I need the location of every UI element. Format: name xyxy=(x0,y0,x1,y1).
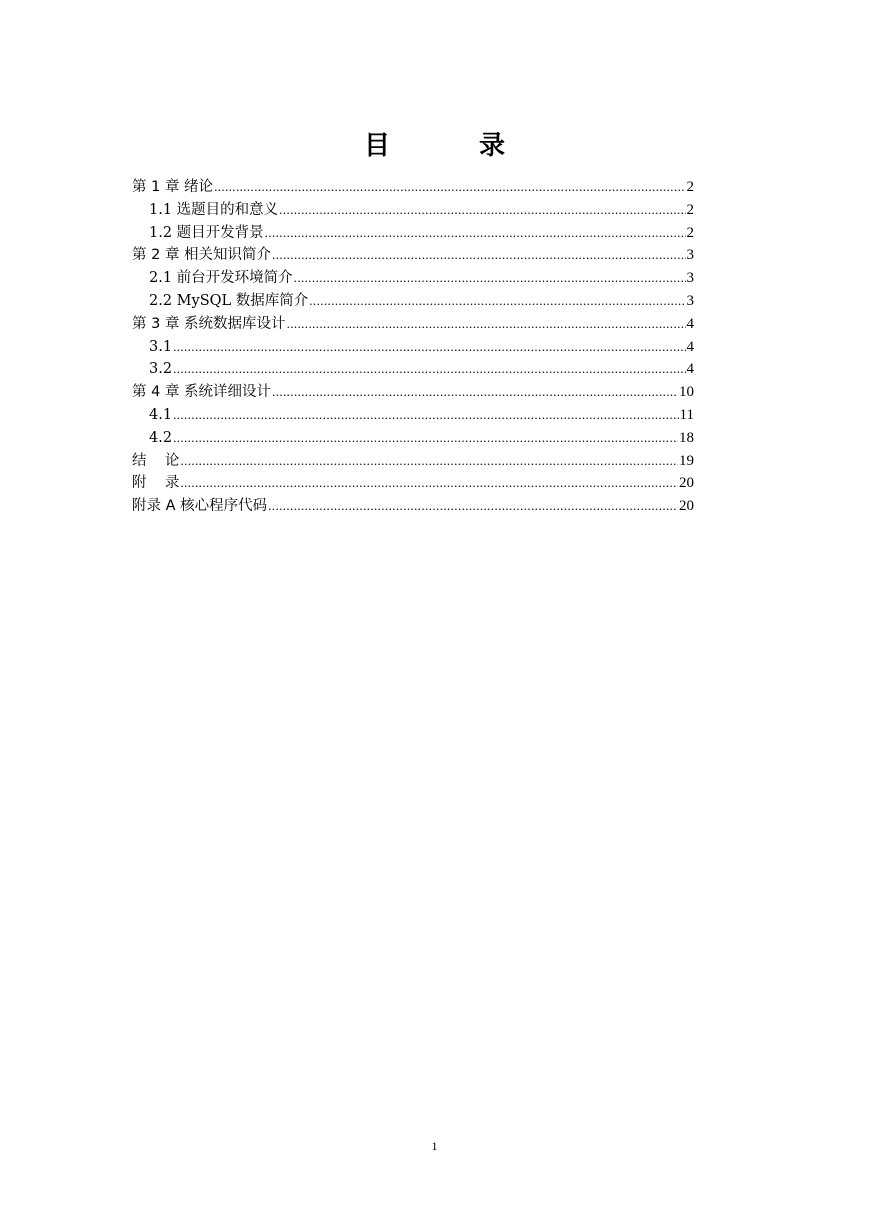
toc-entry-label: 4.2 xyxy=(149,429,173,446)
toc-leader-dots xyxy=(268,495,678,518)
toc-leader-dots xyxy=(173,358,685,381)
table-of-contents xyxy=(132,176,694,518)
toc-entry-label: 附录 A 核心程序代码 xyxy=(132,498,268,515)
toc-leader-dots xyxy=(294,267,686,290)
toc-entry-label: 4.1 xyxy=(149,406,173,423)
toc-entry-label: 1.2 题目开发背景 xyxy=(149,224,264,241)
toc-entry-1-1[interactable] xyxy=(132,199,694,222)
toc-entry-appendix[interactable] xyxy=(132,472,694,495)
toc-entry-page: 4 xyxy=(686,361,694,378)
toc-entry-page: 4 xyxy=(686,338,694,355)
footer-page-number: 1 xyxy=(431,1139,438,1153)
toc-entry-page: 3 xyxy=(686,292,694,309)
toc-entry-chapter-2[interactable] xyxy=(132,244,694,267)
toc-entry-4-2[interactable] xyxy=(132,427,694,450)
toc-leader-dots xyxy=(180,450,678,473)
toc-leader-dots xyxy=(173,427,678,450)
toc-entry-chapter-1[interactable] xyxy=(132,176,694,199)
toc-entry-page: 11 xyxy=(679,406,694,423)
toc-leader-dots xyxy=(173,336,685,359)
toc-leader-dots xyxy=(180,472,678,495)
toc-entry-page: 4 xyxy=(686,315,694,332)
toc-entry-2-2[interactable] xyxy=(132,290,694,313)
toc-entry-page: 2 xyxy=(686,179,694,195)
toc-entry-1-2[interactable] xyxy=(132,222,694,245)
toc-entry-label: 第 4 章 系统详细设计 xyxy=(132,384,272,401)
toc-entry-page: 2 xyxy=(686,201,694,218)
toc-entry-appendix-a[interactable] xyxy=(132,495,694,518)
toc-entry-page: 2 xyxy=(686,224,694,241)
toc-entry-label: 3.2 xyxy=(149,361,173,378)
toc-entry-chapter-4[interactable] xyxy=(132,381,694,404)
toc-entry-label: 第 1 章 绪论 xyxy=(132,179,214,195)
toc-leader-dots xyxy=(265,222,686,245)
toc-entry-3-1[interactable] xyxy=(132,336,694,359)
toc-entry-page: 20 xyxy=(679,498,694,515)
toc-entry-page: 10 xyxy=(679,384,694,401)
toc-leader-dots xyxy=(272,381,678,404)
toc-leader-dots xyxy=(272,244,685,267)
toc-entry-2-1[interactable] xyxy=(132,267,694,290)
toc-entry-3-2[interactable] xyxy=(132,358,694,381)
toc-entry-label: 1.1 选题目的和意义 xyxy=(149,201,279,218)
toc-leader-dots xyxy=(214,176,685,199)
toc-leader-dots xyxy=(309,290,685,313)
toc-entry-page: 3 xyxy=(686,247,694,264)
toc-entry-chapter-3[interactable] xyxy=(132,313,694,336)
toc-leader-dots xyxy=(287,313,686,336)
toc-leader-dots xyxy=(173,404,678,427)
toc-entry-page: 19 xyxy=(679,452,694,469)
toc-entry-4-1[interactable] xyxy=(132,404,694,427)
toc-entry-page: 18 xyxy=(679,429,694,446)
toc-entry-label: 附 录 xyxy=(132,475,180,492)
toc-entry-page: 3 xyxy=(686,270,694,287)
toc-entry-label: 3.1 xyxy=(149,338,173,355)
toc-entry-label: 第 3 章 系统数据库设计 xyxy=(132,315,286,332)
toc-entry-label: 第 2 章 相关知识简介 xyxy=(132,247,272,264)
toc-entry-label: 结 论 xyxy=(132,452,180,469)
toc-entry-label: 2.1 前台开发环境简介 xyxy=(149,270,293,287)
toc-entry-page: 20 xyxy=(679,475,694,492)
toc-entry-conclusion[interactable] xyxy=(132,450,694,473)
toc-entry-label: 2.2 MySQL 数据库简介 xyxy=(149,292,309,309)
toc-leader-dots xyxy=(279,199,685,222)
toc-title: 目 录 xyxy=(363,131,546,161)
